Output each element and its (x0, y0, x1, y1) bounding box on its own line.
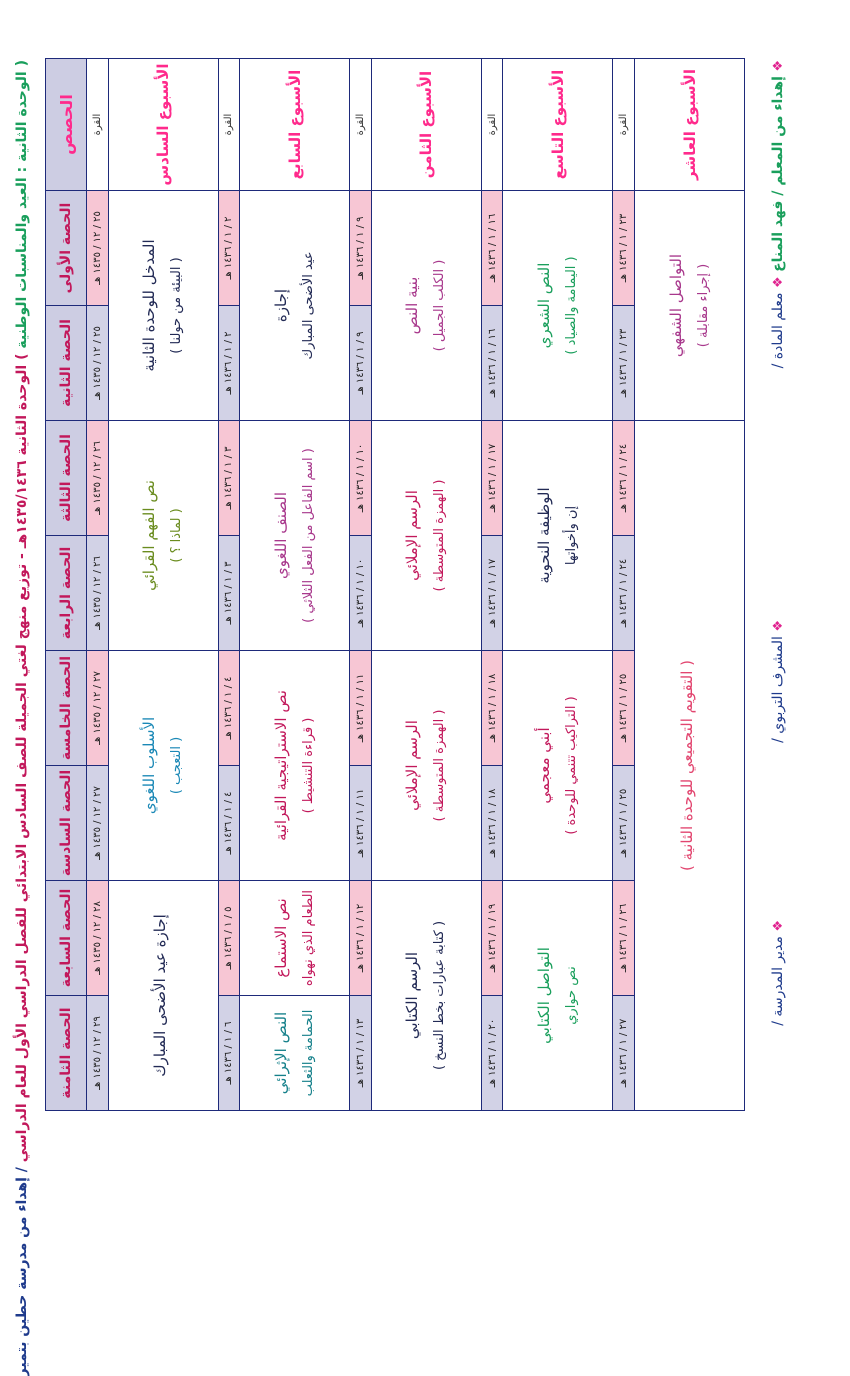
lesson-cell (635, 421, 745, 1111)
corner-header: الحصص (46, 59, 87, 191)
period-header: الحصة الثامنة (46, 996, 87, 1111)
period-header: الحصة السادسة (46, 766, 87, 881)
period-header: الحصة الأولى (46, 191, 87, 306)
lesson-title: نص الاستماع (271, 898, 290, 978)
lesson-cell (503, 421, 613, 651)
document-caption (5, 60, 39, 1376)
date-cell: ٤ / ١ / ١٤٣٦ هـ (218, 766, 240, 881)
lesson-cell (371, 651, 481, 881)
lesson-title: النص الشعري (534, 262, 553, 349)
lesson-title: بنية النص (403, 276, 422, 335)
date-cell: ٩ / ١ / ١٤٣٦ هـ (350, 306, 372, 421)
date-cell: ١٠ / ١ / ١٤٣٦ هـ (350, 536, 372, 651)
date-cell: ٢٨ / ١٢ / ١٤٣٥ هـ (87, 881, 109, 996)
week-label-text: الأسبوع السابع (285, 69, 304, 180)
lesson-subtitle: نص حواري (563, 966, 579, 1025)
date-cell: ١٠ / ١ / ١٤٣٦ هـ (350, 421, 372, 536)
lesson-cell (240, 881, 350, 996)
date-cell: ٣ / ١ / ١٤٣٦ هـ (218, 536, 240, 651)
date-cell: ٢٠ / ١ / ١٤٣٦ هـ (481, 996, 503, 1111)
principal-label: مدير المدرسة / (770, 936, 786, 1026)
supervisor-signature (770, 620, 786, 743)
date-cell: ١٨ / ١ / ١٤٣٦ هـ (481, 766, 503, 881)
lesson-cell (371, 191, 481, 421)
header-row (46, 59, 87, 1111)
lesson-row (108, 59, 218, 1111)
lesson-cell (108, 651, 218, 881)
lesson-title: إجازة عيد الأضحى المبارك (151, 914, 170, 1077)
date-cell: ١٨ / ١ / ١٤٣٦ هـ (481, 651, 503, 766)
lesson-row (240, 59, 350, 1111)
curriculum-table (45, 58, 745, 1111)
subject-teacher-label: معلم المادة / (770, 292, 786, 369)
star-icon: ❖ (771, 60, 786, 72)
lesson-title: الرسم الإملائي (403, 720, 422, 811)
lesson-cell (371, 881, 481, 1111)
lesson-title: التواصل الشفهي (666, 253, 685, 358)
period-header: الحصة الخامسة (46, 651, 87, 766)
date-cell: ١٩ / ١ / ١٤٣٦ هـ (481, 881, 503, 996)
date-cell: ١١ / ١ / ١٤٣٦ هـ (350, 651, 372, 766)
lesson-subtitle: إن وأخواتها (563, 505, 579, 566)
lesson-cell (503, 191, 613, 421)
date-row (218, 59, 240, 1111)
date-cell: ٤ / ١ / ١٤٣٦ هـ (218, 651, 240, 766)
lesson-title: الأسلوب اللغوي (140, 716, 159, 815)
date-cell: ١٧ / ١ / ١٤٣٦ هـ (481, 536, 503, 651)
lesson-subtitle: ( اليمامة والصياد ) (563, 256, 579, 355)
lesson-cell (108, 881, 218, 1111)
lesson-title: الرسم الكتابي (403, 951, 422, 1040)
lesson-title: نص الاستراتيجية القرائية (271, 690, 290, 841)
week-tag: القرة (350, 59, 372, 191)
lesson-title: الصنف اللغوي (271, 492, 290, 579)
week-tag: القرة (87, 59, 109, 191)
lesson-title: الوظيفة النحوية (534, 487, 553, 584)
teacher-signature (770, 60, 786, 368)
lesson-row (503, 59, 613, 1111)
date-cell: ١٣ / ١ / ١٤٣٦ هـ (350, 996, 372, 1111)
caption-unit: ( الوحدة الثانية : العيد والمناسبات الوطنية (14, 60, 30, 349)
date-cell: ١١ / ١ / ١٤٣٦ هـ (350, 766, 372, 881)
date-cell: ١٦ / ١ / ١٤٣٦ هـ (481, 306, 503, 421)
lesson-subtitle: الطعام الذي نهواه (300, 889, 316, 987)
lesson-subtitle: ( لماذا ؟ ) (169, 508, 185, 563)
lesson-row (371, 59, 481, 1111)
date-cell: ٢٦ / ١٢ / ١٤٣٥ هـ (87, 421, 109, 536)
lesson-title: النص الإثرائي (271, 1011, 290, 1095)
lesson-cell (240, 191, 350, 421)
lesson-cell (108, 421, 218, 651)
star-icon: ❖ (771, 620, 786, 632)
date-cell: ٥ / ١ / ١٤٣٦ هـ (218, 881, 240, 996)
lesson-subtitle: ( التعجب ) (169, 736, 185, 795)
week-label (635, 59, 745, 191)
date-cell: ٢٥ / ١٢ / ١٤٣٥ هـ (87, 191, 109, 306)
date-cell: ٢٦ / ١٢ / ١٤٣٥ هـ (87, 536, 109, 651)
lesson-cell (503, 881, 613, 1111)
lesson-subtitle: الحمامة والثعلب (300, 1009, 316, 1097)
lesson-subtitle: عيد الأضحى المبارك (300, 251, 316, 360)
date-cell: ٣ / ١ / ١٤٣٦ هـ (218, 421, 240, 536)
week-label (108, 59, 218, 191)
date-row (87, 59, 109, 1111)
lesson-subtitle: ( التراكيب تتنمي للوحدة ) (563, 696, 579, 835)
date-cell: ٢٥ / ١ / ١٤٣٦ هـ (613, 651, 635, 766)
date-row (613, 59, 635, 1111)
lesson-subtitle: ( الهمزة المتوسطة ) (432, 479, 448, 592)
week-label-text: الأسبوع التاسع (548, 69, 567, 180)
date-cell: ٢٧ / ١ / ١٤٣٦ هـ (613, 996, 635, 1111)
star-icon: ❖ (771, 920, 786, 932)
period-header: الحصة السابعة (46, 881, 87, 996)
lesson-title: نص الفهم القرائي (140, 480, 159, 591)
date-cell: ٢ / ١ / ١٤٣٦ هـ (218, 306, 240, 421)
lesson-title: التواصل الكتابي (534, 947, 553, 1044)
date-cell: ٢ / ١ / ١٤٣٦ هـ (218, 191, 240, 306)
period-header: الحصة الثالثة (46, 421, 87, 536)
lesson-subtitle: ( الهمزة المتوسطة ) (432, 709, 448, 822)
lesson-subtitle: ( البيئة من حولنا ) (169, 257, 185, 354)
week-label (240, 59, 350, 191)
lesson-title: الرسم الإملائي (403, 490, 422, 581)
lesson-cell (240, 421, 350, 651)
date-cell: ٢٤ / ١ / ١٤٣٦ هـ (613, 536, 635, 651)
lesson-cell (371, 421, 481, 651)
lesson-row (635, 59, 745, 1111)
star-icon: ❖ (771, 276, 786, 289)
lesson-subtitle: ( إجراء مقابلة ) (695, 263, 711, 348)
date-cell: ٦ / ١ / ١٤٣٦ هـ (218, 996, 240, 1111)
date-cell: ٢٩ / ١٢ / ١٤٣٥ هـ (87, 996, 109, 1111)
table-body (87, 59, 745, 1111)
week-label-text: الأسبوع العاشر (680, 69, 699, 181)
lesson-title: أبني معجمي (534, 727, 553, 804)
date-cell: ١٧ / ١ / ١٤٣٦ هـ (481, 421, 503, 536)
date-cell: ٢٥ / ١٢ / ١٤٣٥ هـ (87, 306, 109, 421)
week-tag: القرة (481, 59, 503, 191)
date-row (350, 59, 372, 1111)
lesson-title: إجازة (271, 288, 290, 323)
lesson-cell (108, 191, 218, 421)
date-cell: ٩ / ١ / ١٤٣٦ هـ (350, 191, 372, 306)
principal-signature (770, 920, 786, 1026)
lesson-title: ( التقويم التجميعي للوحدة الثانية ) (677, 659, 696, 872)
teacher-label: إهداء من المعلم / فهد المناع (770, 76, 786, 272)
caption-title: ) الوحدة الثانية ١٤٣٥/١٤٣٦هـ - توزيع منهج لغتي الجميلة للصف السادس الابتدائي للفصل الدراسي الأول للعام الدراسي (14, 353, 30, 1163)
week-label-text: الأسبوع الثامن (417, 70, 436, 179)
date-cell: ١٦ / ١ / ١٤٣٦ هـ (481, 191, 503, 306)
lesson-title: المدخل للوحدة الثانية (140, 239, 159, 372)
lesson-subtitle: ( قراءة التنشيط ) (300, 717, 316, 814)
date-row (481, 59, 503, 1111)
date-cell: ٢٤ / ١ / ١٤٣٦ هـ (613, 421, 635, 536)
date-cell: ٢٣ / ١ / ١٤٣٦ هـ (613, 306, 635, 421)
lesson-cell (503, 651, 613, 881)
week-label (503, 59, 613, 191)
lesson-subtitle: ( الكلب الجميل ) (432, 259, 448, 352)
lesson-cell (240, 996, 350, 1111)
lesson-subtitle: ( كتابة عبارات بخط النسخ ) (432, 920, 448, 1071)
date-cell: ٢٥ / ١ / ١٤٣٦ هـ (613, 766, 635, 881)
supervisor-label: المشرف التربوي / (770, 636, 786, 743)
week-tag: القرة (613, 59, 635, 191)
week-label-text: الأسبوع السادس (154, 63, 173, 186)
week-tag: القرة (218, 59, 240, 191)
date-cell: ١٢ / ١ / ١٤٣٦ هـ (350, 881, 372, 996)
lesson-cell (635, 191, 745, 421)
date-cell: ٢٦ / ١ / ١٤٣٦ هـ (613, 881, 635, 996)
date-cell: ٢٣ / ١ / ١٤٣٦ هـ (613, 191, 635, 306)
signature-footer (760, 60, 840, 1110)
lesson-cell (240, 651, 350, 881)
date-cell: ٢٧ / ١٢ / ١٤٣٥ هـ (87, 766, 109, 881)
caption-school: / إهداء من مدرسة حطين بتمير (14, 1167, 30, 1376)
date-cell: ٢٧ / ١٢ / ١٤٣٥ هـ (87, 651, 109, 766)
lesson-subtitle: ( اسم الفاعل من الفعل الثلاثي ) (300, 448, 316, 623)
period-header: الحصة الرابعة (46, 536, 87, 651)
week-label (371, 59, 481, 191)
period-header: الحصة الثانية (46, 306, 87, 421)
